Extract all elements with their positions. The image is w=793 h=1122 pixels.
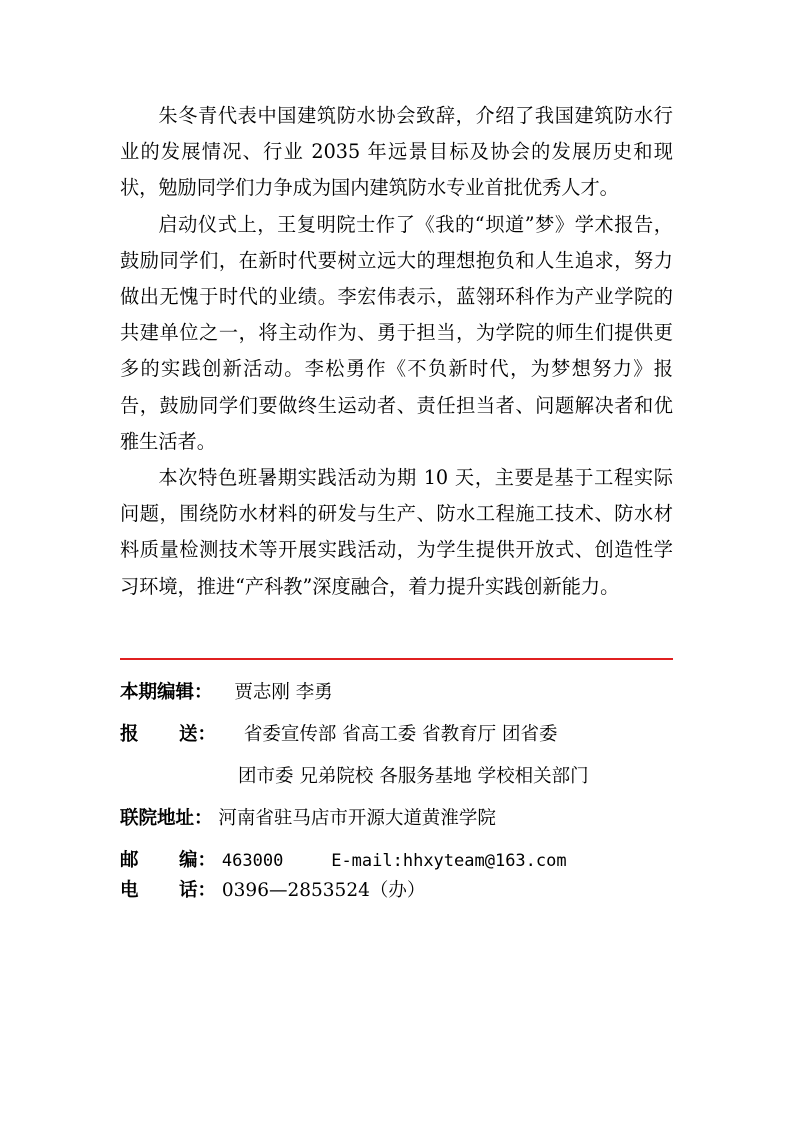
editor-value: 贾志刚 李勇 xyxy=(234,682,333,703)
report-label-char-2: 送： xyxy=(178,724,216,745)
phone-row xyxy=(120,876,700,902)
address-value: 河南省驻马店市开源大道黄淮学院 xyxy=(218,808,496,829)
address-row xyxy=(120,804,700,830)
address-label: 联院地址： xyxy=(120,808,213,829)
report-row-2 xyxy=(238,762,793,788)
postcode-label-char-2: 编： xyxy=(178,850,216,871)
phone-label-char-1: 电 xyxy=(120,880,139,901)
email-value: E-mail:hhxyteam@163.com xyxy=(331,851,567,871)
phone-label-char-2: 话： xyxy=(178,880,216,901)
report-label xyxy=(120,720,216,746)
phone-value: 0396—2853524（办） xyxy=(221,880,426,901)
editor-row xyxy=(120,678,700,704)
postcode-value: 463000 xyxy=(221,851,284,871)
postcode-row xyxy=(120,846,700,872)
paragraph-practice: 本次特色班暑期实践活动为期 10 天，主要是基于工程实际问题，围绕防水材料的研发与生产、防水工程施工技术、防水材料质量检测技术等开展实践活动，为学生提供开放式、创造性学习环境，推进“产科教”深度融合，着力提升实践创新能力。 xyxy=(120,466,673,598)
postcode-label xyxy=(120,846,216,872)
report-recipients-line-1: 省委宣传部 省高工委 省教育厅 团省委 xyxy=(243,724,558,745)
postcode-label-char-1: 邮 xyxy=(120,850,139,871)
paragraph-ceremony: 启动仪式上，王复明院士作了《我的“坝道”梦》学术报告，鼓励同学们，在新时代要树立远大的理想抱负和人生追求，努力做出无愧于时代的业绩。李宏伟表示，蓝翎环科作为产业学院的共建单位之一，将主动作为、勇于担当，为学院的师生们提供更多的实践创新活动。李松勇作《不负新时代，为梦想努力》报告，鼓励同学们要做终生运动者、责任担当者、问题解决者和优雅生活者。 xyxy=(120,212,673,453)
report-row xyxy=(120,720,700,746)
editor-label: 本期编辑： xyxy=(120,682,213,703)
phone-label xyxy=(120,876,216,902)
paragraph-speech: 朱冬青代表中国建筑防水协会致辞，介绍了我国建筑防水行业的发展情况、行业 2035 年远景目标及协会的发展历史和现状，勉励同学们力争成为国内建筑防水专业首批优秀人才。 xyxy=(120,104,673,200)
red-divider-line xyxy=(120,658,673,660)
article-body xyxy=(120,98,673,605)
report-recipients-line-2: 团市委 兄弟院校 各服务基地 学校相关部门 xyxy=(238,766,589,787)
report-label-char-1: 报 xyxy=(120,724,139,745)
